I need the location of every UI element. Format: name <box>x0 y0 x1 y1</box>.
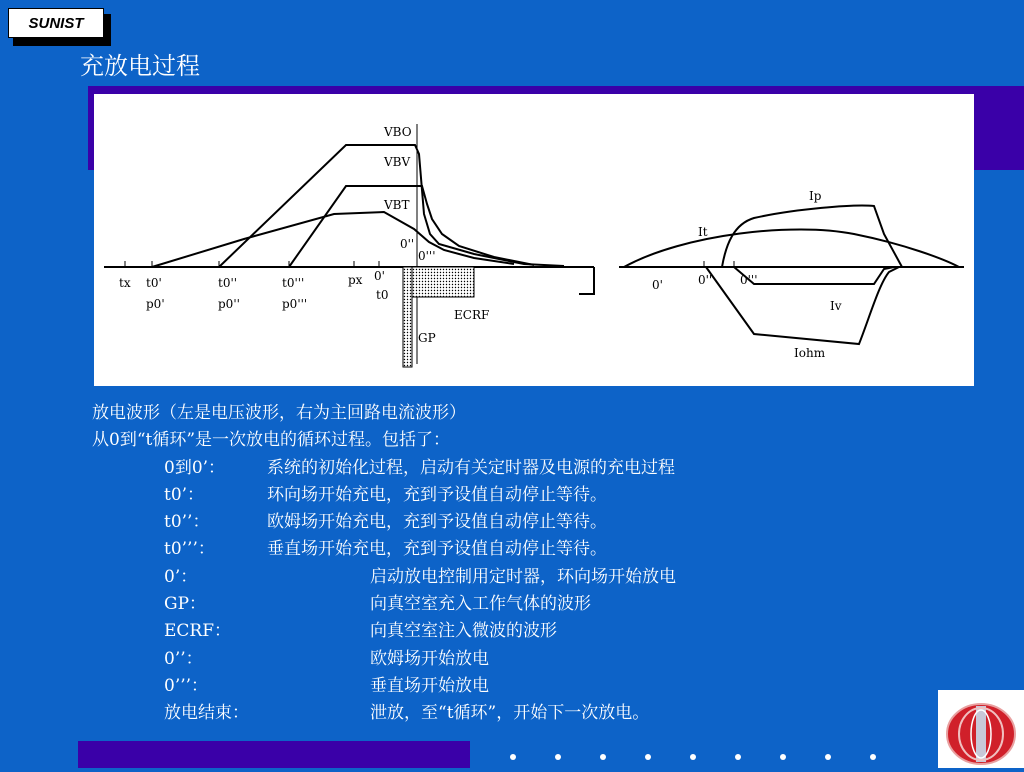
step-label: 0到0’： <box>164 457 226 478</box>
nav-dot <box>600 754 606 760</box>
ip-curve <box>722 206 902 267</box>
process-step-row <box>92 591 591 618</box>
logo-text: SUNIST <box>8 8 104 38</box>
step-label: t0’： <box>164 484 205 505</box>
nav-dot <box>645 754 651 760</box>
process-step-row <box>92 646 489 673</box>
step-label: t0’’： <box>164 512 210 533</box>
label-iohm: Iohm <box>794 346 826 360</box>
label-gp: GP <box>418 331 436 345</box>
step-label: 0’： <box>164 566 198 587</box>
label-vbo: VBO <box>384 125 412 139</box>
page-title: 充放电过程 <box>80 52 200 80</box>
tokamak-logo <box>938 690 1024 768</box>
step-label: t0’’’： <box>164 539 215 560</box>
step-description: 泄放，至“t循环”，开始下一次放电。 <box>370 703 650 724</box>
nav-dot <box>825 754 831 760</box>
label-o1: 0' <box>374 269 385 283</box>
gp-pulse <box>403 267 412 367</box>
it-curve <box>624 229 959 267</box>
label-t0: t0 <box>376 288 389 302</box>
label-p0ppp: p0''' <box>282 297 308 311</box>
nav-dot <box>780 754 786 760</box>
process-step-row <box>92 509 607 536</box>
iohm-curve <box>706 267 899 344</box>
step-label: 放电结束： <box>164 703 249 724</box>
step-description: 垂直场开始放电 <box>370 675 489 696</box>
label-iv: Iv <box>830 299 842 313</box>
step-description: 启动放电控制用定时器，环向场开始放电 <box>370 566 676 587</box>
nav-dot <box>555 754 561 760</box>
label-px: px <box>348 273 363 287</box>
nav-dot <box>690 754 696 760</box>
label-ecrf: ECRF <box>454 308 490 322</box>
sunist-logo <box>8 8 108 42</box>
label-t0p: t0' <box>146 276 162 290</box>
process-step-row <box>92 564 676 591</box>
step-description: 向真空室充入工作气体的波形 <box>370 594 591 615</box>
description-text <box>92 400 676 728</box>
step-description: 环向场开始充电，充到予设值自动停止等待。 <box>267 484 607 505</box>
label-p0pp: p0'' <box>218 297 240 311</box>
label-p0p: p0' <box>146 297 165 311</box>
step-description: 向真空室注入微波的波形 <box>370 621 557 642</box>
step-description: 欧姆场开始充电，充到予设值自动停止等待。 <box>267 512 607 533</box>
label-r-o1: 0' <box>652 278 663 292</box>
label-tx: tx <box>119 276 131 290</box>
step-description: 欧姆场开始放电 <box>370 648 489 669</box>
caption-line: 放电波形（左是电压波形，右为主回路电流波形） <box>92 403 466 423</box>
step-description: 系统的初始化过程，启动有关定时器及电源的充电过程 <box>267 457 675 478</box>
nav-dot <box>735 754 741 760</box>
process-step-row <box>92 618 557 645</box>
label-r-o3: 0''' <box>740 273 758 287</box>
step-label: 0’’： <box>164 648 203 669</box>
iv-curve <box>734 267 894 284</box>
label-t0ppp: t0''' <box>282 276 305 290</box>
step-description: 垂直场开始充电，充到予设值自动停止等待。 <box>267 539 607 560</box>
footer-band <box>78 741 470 768</box>
step-label: ECRF： <box>164 621 232 642</box>
nav-dot <box>870 754 876 760</box>
label-r-o2: 0'' <box>698 273 713 287</box>
step-label: 0’’’： <box>164 675 209 696</box>
process-step-row <box>92 700 650 727</box>
process-step-row <box>92 482 607 509</box>
label-vbv: VBV <box>384 155 411 169</box>
waveform-svg <box>94 94 974 386</box>
process-step-row <box>92 536 607 563</box>
label-ip: Ip <box>809 189 822 203</box>
discharge-waveform-figure <box>94 94 974 386</box>
slide-nav-dots <box>500 754 930 762</box>
step-label: GP： <box>164 594 207 615</box>
label-it: It <box>698 225 708 239</box>
process-step-row <box>92 455 675 482</box>
label-t0pp: t0'' <box>218 276 238 290</box>
ecrf-pulse <box>412 267 474 297</box>
label-o2: 0'' <box>400 237 415 251</box>
nav-dot <box>510 754 516 760</box>
process-step-row <box>92 673 489 700</box>
label-o3: 0''' <box>418 249 436 263</box>
intro-line: 从0到“t循环”是一次放电的循环过程。包括了： <box>92 430 451 451</box>
label-vbt: VBT <box>384 198 410 212</box>
